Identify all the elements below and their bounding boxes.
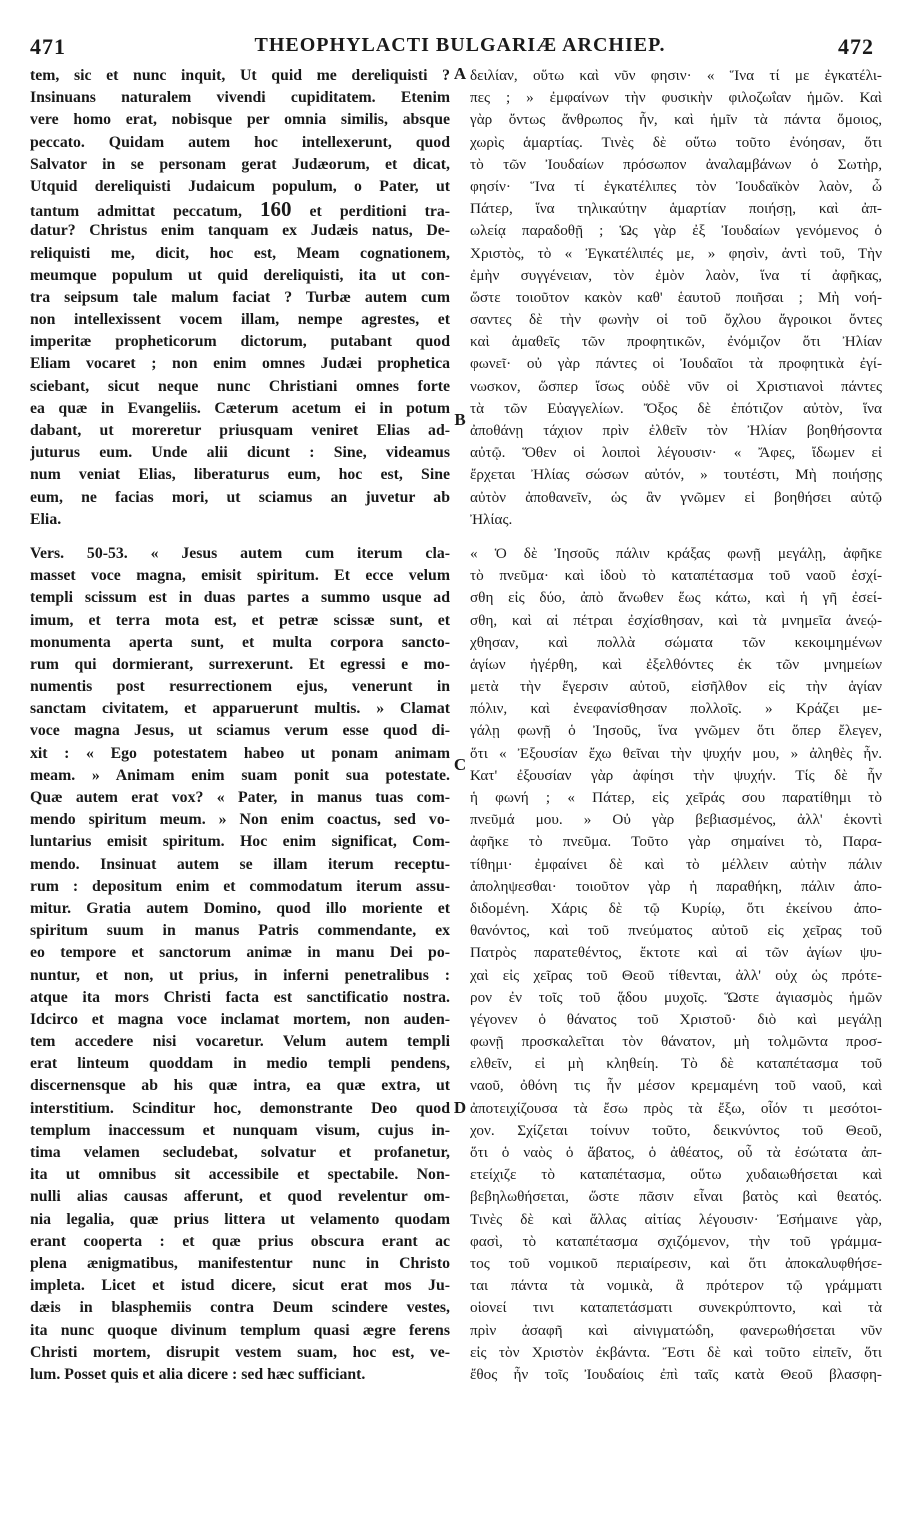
greek-text-line: ται πάντα τὰ νομικὰ, ἃ πρότερον τῷ γράμματι [470,1277,882,1295]
latin-text-line: lum. Posset quis et alia dicere : sed hæc sufficiant. [30,1365,366,1383]
greek-text-line: ἀφῆκε τὸ πνεῦμα. Τοῦτο γὰρ σημαίνει τὸ, Παρα- [470,833,882,851]
greek-text-line: Πάτερ, ἵνα τηλικαύτην ἁμαρτίαν ποιήσῃ, καὶ ἀπ- [470,200,882,218]
latin-text-line: discernensque ab his quæ intra, ea quæ extra, ut [30,1077,450,1095]
greek-text-line: αὐτὸν ἀποθανεῖν, ὡς ἂν γνῶμεν εἰ βοηθήσει αὐτῷ [470,488,882,506]
latin-text-line: rum qui dormierant, surrexerunt. Et egressi e mo- [30,655,450,673]
latin-text-line: Utquid dereliquisti Judaicum populum, o Pater, ut [30,177,450,195]
latin-text-line [30,198,450,220]
latin-text-line: plena ænigmatibus, manifestentur nunc in Christo [30,1254,450,1272]
margin-letter-c: C [453,755,467,774]
latin-text-line: mendo spiritum meum. » Non enim coactus, sed vo- [30,811,450,829]
paragraph-gap [30,531,450,543]
latin-text-line: nuntur, et non, ut prius, in inferni penetralibus : [30,966,450,984]
latin-text-segment: tantum admittat peccatum, [30,203,261,221]
greek-text-line: Τινὲς δὲ καὶ ἄλλας αἰτίας λέγουσιν· Ἐσήμαινε γὰρ, [470,1210,882,1228]
greek-text-line: μετὰ τὴν ἔγερσιν αὐτοῦ, εἰσῆλθον εἰς τὴν ἁγίαν [470,678,882,696]
greek-text-line: ἡ φωνή ; « Πάτερ, εἰς χεῖράς σου παρατίθημι τὸ [470,789,882,806]
greek-text-line: χωρὶς ἁμαρτίας. Τινὲς δὲ οὕτω τοῦτο ἐνόησαν, ὅτι [470,133,882,151]
latin-text-line: voce magna Jesus, ut sciamus verum esse quod di- [30,722,450,740]
latin-text-line: spiritum suum in manus Patris commendante, ex [30,922,450,940]
latin-text-line: imum, et terra mota est, et petræ scissæ sunt, et [30,611,450,629]
latin-text-line: Christi mortem, disrupit vestem suam, hoc est, ve- [30,1343,450,1361]
margin-letter-d: D [453,1098,467,1117]
latin-text-line: sciebant, sicut neque nunc Christiani omnes forte [30,377,450,395]
latin-text-line: xit : « Ego potestatem habeo ut ponam animam [30,744,450,762]
latin-text-line: interstitium. Scinditur hoc, demonstrante Deo quod [30,1099,450,1117]
greek-text-line: βεβηλωθήσεται, ὥστε πᾶσιν εἶναι βατὸς καὶ θεατός. [470,1188,882,1206]
latin-text-line: meam. » Animam enim suam ponit sua potestate. [30,766,450,784]
greek-text-line: Χριστὸς, τὸ « Ἐγκατέλιπές με, » φησὶν, ἀντὶ τοῦ, Τὴν [470,244,882,262]
latin-text-line: juturus eum. Unde alii dicunt : Sine, videamus [30,444,450,462]
latin-text-line: meumque populum ut quid dereliquisti, ita ut con- [30,266,450,284]
greek-text-line: ἀποληψεσθαι· τοιοῦτον γὰρ ἡ παραθήκη, πάλιν ἀπο- [470,877,882,895]
greek-text-line: πρὶν ἀσαφῆ καὶ αἰνιγματώδη, φανερωθήσεται νῦν [470,1321,882,1339]
latin-text-line: dabant, ut moreretur priusquam veniret Elias ad- [30,422,450,439]
latin-text-line: masset voce magna, emisit spiritum. Et ecce velum [30,567,450,585]
latin-text-line: peccato. Quidam autem hoc intellexerunt, quod [30,133,450,151]
latin-text-line: sanctam civitatem, et apparuerunt multis. » Clamat [30,700,450,718]
greek-text-line: ετείχιζε τὸ καταπέτασμα, οὕτω χυδαιωθήσεται καὶ [470,1166,882,1184]
latin-text-line: templi scissum est in duas partes a summo usque ad [30,589,450,607]
latin-text-line: tem, sic et nunc inquit, Ut quid me dereliquisti ? [30,67,450,84]
latin-text-line: erant cooperta : et quæ prius obscura erant ac [30,1232,450,1250]
greek-text-line: γέγονεν ὁ θάνατος τοῦ Χριστοῦ· διὸ καὶ μεγάλῃ [470,1010,882,1028]
greek-text-line: ἀποθάνῃ τάχιον πρὶν ἐλθεῖν τὸν Ἠλίαν βοηθήσοντα [470,422,882,439]
greek-text-line: φησίν· Ἵνα τί ἐγκατέλιπες τὸν Ἰουδαϊκὸν λαὸν, ὦ [470,177,882,195]
greek-text-line: γάλῃ φωνῇ ὁ Ἰησοῦς, ἵνα γνῶμεν ὅτι ὅπερ ἔλεγεν, [470,722,882,740]
greek-text-line: σαντες δὲ τὴν φωνὴν οἱ τοῦ ὄχλου ἄγροικοι ὄντες [470,311,882,329]
greek-text-line: διδομένη. Χάρις δὲ τῷ Κυρίῳ, ὅτι ἐκείνου ἀπο- [470,899,882,917]
latin-text-line: Insinuans naturalem vivendi cupiditatem. Etenim [30,89,450,107]
latin-text-line: datur? Christus enim tanquam ex Judæis natus, De- [30,222,450,240]
greek-text-line: τος τοῦ νομικοῦ περιαίρεσιν, καὶ ὅτι ἀποκαλυφθήσε- [470,1254,882,1272]
latin-text-line: Idcirco et magna voce inclamat mortem, non auden- [30,1010,450,1028]
greek-text-line: αὐτῷ. Ὅθεν οἱ λοιποὶ λέγουσιν· « Ἄφες, ἴδωμεν εἰ [470,444,882,462]
greek-text-line: χαὶ εἰς χεῖρας τοῦ Θεοῦ τίθενται, ἀλλ' οὐχ ὡς πρότε- [470,966,882,984]
greek-text-line: χον. Σχίζεται τοίνυν τοῦτο, δεικνύντος τοῦ Θεοῦ, [470,1121,882,1139]
greek-text-line: ναοῦ, ὀθόνη τις ἦν μέσον κρεμαμένη τοῦ ναοῦ, καὶ [470,1077,882,1095]
margin-letter-a: A [453,64,467,83]
greek-text-line: φωνεῖ· οὐ γὰρ πάντες οἱ Ἰουδαῖοι τὰ προφητικὰ ἐγί- [470,355,882,373]
latin-text-line: eum, ne facias mori, ut sciamus an juvetur ab [30,488,450,506]
latin-text-line: rum : depositum enim et commodatum iterum assu- [30,877,450,895]
latin-text-line: nulli alias causas afferunt, et quod revelentur om- [30,1188,450,1206]
page-number-right: 472 [838,34,874,59]
latin-text-line: ita nunc quoque divinum templum quasi ægre ferens [30,1321,450,1339]
latin-text-line: Eliam vocaret ; non enim omnes Judæi prophetica [30,355,450,373]
greek-text-line: θανόντος, καὶ τοῦ πνεύματος αὐτοῦ εἰς χεῖρας τοῦ [470,922,882,940]
greek-text-line: « Ὁ δὲ Ἰησοῦς πάλιν κράξας φωνῇ μεγάλῃ, ἀφῆκε [470,544,882,562]
greek-text-line: γὰρ ὄντως ἄνθρωπος ἦν, καὶ ἡμῖν τὰ πάντα ὅμοιος, [470,111,882,129]
greek-text-line: φασὶ, τὸ καταπέτασμα σχιζόμενον, τὴν τοῦ γράμμα- [470,1232,882,1250]
latin-text-line: luntarius emisit spiritum. Hoc enim significat, Com- [30,833,450,851]
greek-column [470,65,882,1386]
latin-text-line: reliquisti me, dicit, hoc est, Meam cognationem, [30,244,450,262]
greek-text-line: τίθημι· ἐμφαίνει δὲ καὶ τὸ μέλλειν αὐτὴν πάλιν [470,855,882,873]
latin-text-line: ea quæ in Evangeliis. Cæterum acetum ei in potum [30,399,450,417]
paragraph-gap [470,531,882,543]
latin-text-line: ita ut omnibus sit accessibile et spectabile. Non- [30,1166,450,1184]
column-number: 160 [260,198,292,221]
greek-text-line: εἰς τὸν Χριστὸν ἐκβάντα. Ἔστι δὲ καὶ τοῦτο εἰπεῖν, ὅτι [470,1343,882,1361]
greek-text-line: οἱονεί τινι καταπετάσματι συνεκρύπτοντο, καὶ τὰ [470,1299,882,1317]
greek-text-line: χθησαν, καὶ πολλὰ σώματα τῶν κεκοιμημένων [470,633,882,651]
latin-text-segment: et perditioni tra- [291,203,450,221]
latin-text-line: impleta. Licet et istud dicere, sicut erat mos Ju- [30,1277,450,1295]
greek-text-line: Ἠλίας. [470,510,513,528]
greek-text-line: ὅτι « Ἐξουσίαν ἔχω θεῖναι τὴν ψυχήν μου, » ἀληθὲς ἦν. [470,744,882,762]
greek-text-line: πνεῦμά μου. » Οὐ γὰρ βεβιασμένος, ἀλλ' ἑκοντὶ [470,811,882,829]
greek-text-line: καὶ ἀμαθεῖς τῶν προφητικῶν, ἐνόμιζον ὅτι Ἠλίαν [470,333,882,351]
greek-text-line: Πατρὸς παρατεθέντος, ἔκτοτε καὶ αἱ τῶν ἁγίων ψυ- [470,944,882,962]
latin-text-line: mitur. Gratia autem Domino, quod illo moriente et [30,899,450,917]
greek-text-line: φωνῇ προσκαλεῖται τὸν θάνατον, μὴ τολμῶντα προσ- [470,1033,882,1051]
greek-text-line: ἁγίων ἠγέρθη, καὶ ἐξελθόντες ἐκ τῶν μνημείων [470,655,882,673]
latin-text-line: tima velamen secludebat, solvatur et profanetur, [30,1144,450,1161]
latin-text-line: templum inaccessum et nunquam visum, cujus in- [30,1121,450,1139]
greek-text-line: ελθεῖν, εἰ μὴ κληθείη. Τὸ δὲ καταπέτασμα τοῦ [470,1055,882,1073]
greek-text-line: ὥστε τοιοῦτον κακὸν καθ' ἑαυτοῦ ποιῆσαι ; Μὴ νοή- [470,288,882,306]
greek-text-line: τὸ πνεῦμα· καὶ ἰδοὺ τὸ καταπέτασμα τοῦ ναοῦ ἐσχί- [470,567,882,585]
latin-text-line: monumenta aperta sunt, et multa corpora sancto- [30,633,450,651]
greek-text-line: πόλιν, καὶ ἐνεφανίσθησαν πολλοῖς. » Κράζει με- [470,700,882,718]
greek-text-line: σθη, καὶ αἱ πέτραι ἐσχίσθησαν, καὶ τὰ μνημεῖα ἀνεῴ- [470,611,882,629]
latin-text-line: dæis in blasphemiis contra Deum scindere vestes, [30,1299,450,1317]
latin-text-line: Quæ autem erat vox? « Pater, in manus tuas com- [30,789,450,806]
running-header [0,0,920,70]
greek-text-line: τὰ τῶν Εὐαγγελίων. Ὄξος δὲ ἐπότιζον αὐτὸν, ἵνα [470,399,882,417]
greek-text-line: σθη εἰς δύο, ἀπὸ ἄνωθεν ἕως κάτω, καὶ ἡ γῆ ἐσεί- [470,589,882,607]
running-title: THEOPHYLACTI BULGARIÆ ARCHIEP. [254,34,666,56]
page-number-left: 471 [30,34,66,59]
latin-text-line: num veniat Elias, liberaturus eum, hoc est, Sine [30,466,450,484]
latin-text-line: vere homo erat, nobisque per omnia similis, absque [30,111,450,129]
latin-text-line: atque ita mors Christi facta est sanctificatio nostra. [30,988,450,1006]
latin-text-line: Vers. 50-53. « Jesus autem cum iterum cla- [30,544,450,562]
greek-text-line: νωσκον, ὥσπερ ἴσως οὐδὲ νῦν οἱ Χριστιανοὶ πάντες [470,377,882,395]
latin-text-line: tra seipsum tale malum faciat ? Turbæ autem cum [30,288,450,306]
latin-text-line: erat linteum quoddam in medio templi pendens, [30,1055,450,1073]
latin-text-line: nia legalia, quæ prius littera ut velamento quodam [30,1210,450,1228]
greek-text-line: Κατ' ἐξουσίαν γὰρ ἀφίησι τὴν ψυχήν. Τίς δὲ ἦν [470,766,882,784]
latin-text-line: imperitæ propheticorum dictorum, putabant quod [30,333,450,351]
latin-column [30,65,450,1386]
greek-text-line: ἐμὴν συγγένειαν, τὸν ἐμὸν λαὸν, ἵνα τί ἀφῆκας, [470,266,882,284]
greek-text-line: ἔρχεται Ἠλίας σώσων αὐτόν, » τουτέστι, Μὴ ποιήσῃς [470,466,882,484]
latin-text-line: numentis post resurrectionem ejus, venerunt in [30,678,450,696]
greek-text-line: ἀποτειχίζουσα τὰ ἔσω πρὸς τὰ ἔξω, οἷόν τι μεσότοι- [470,1099,882,1117]
margin-letter-b: B [454,410,466,429]
latin-text-line: tem accedere nisi vocaretur. Velum autem templi [30,1033,450,1051]
greek-text-line: ὅτι ὁ ναὸς ὁ ἄβατος, ὁ ἀθέατος, οὗ τὰ ἐσώτατα ἀπ- [470,1144,882,1161]
greek-text-line: ωλείᾳ παραδοθῇ ; Ὡς γὰρ ἐξ Ἰουδαίων γενόμενος ὁ [470,222,882,240]
latin-text-line: non intellexissent vocem illam, nempe agrestes, et [30,311,450,329]
greek-text-line: ρον ἐν τοῖς τοῦ ᾅδου μυχοῖς. Ὥστε ἁγιασμὸς ἡμῶν [470,988,882,1006]
greek-text-line: πες ; » ἐμφαίνων τὴν φυσικὴν φιλοζωΐαν ἡμῶν. Καὶ [470,89,882,107]
greek-text-line: δειλίαν, οὕτω καὶ νῦν φησιν· « Ἵνα τί με ἐγκατέλι- [470,67,882,84]
latin-text-line: eo tempore et sanctorum animæ in manu Dei po- [30,944,450,962]
latin-text-line: Salvator in se personam gerat Judæorum, et dicat, [30,155,450,173]
greek-text-line: ἔθος ἦν τοῖς Ἰουδαίοις ἐπὶ ταῖς κατὰ Θεοῦ βλασφη- [470,1365,882,1383]
latin-text-line: Elia. [30,510,62,528]
greek-text-line: τὸ τῶν Ἰουδαίων πρόσωπον ἀναλαμβάνων ὁ Σωτὴρ, [470,155,882,173]
latin-text-line: mendo. Insinuat autem se illam iterum receptu- [30,855,450,873]
